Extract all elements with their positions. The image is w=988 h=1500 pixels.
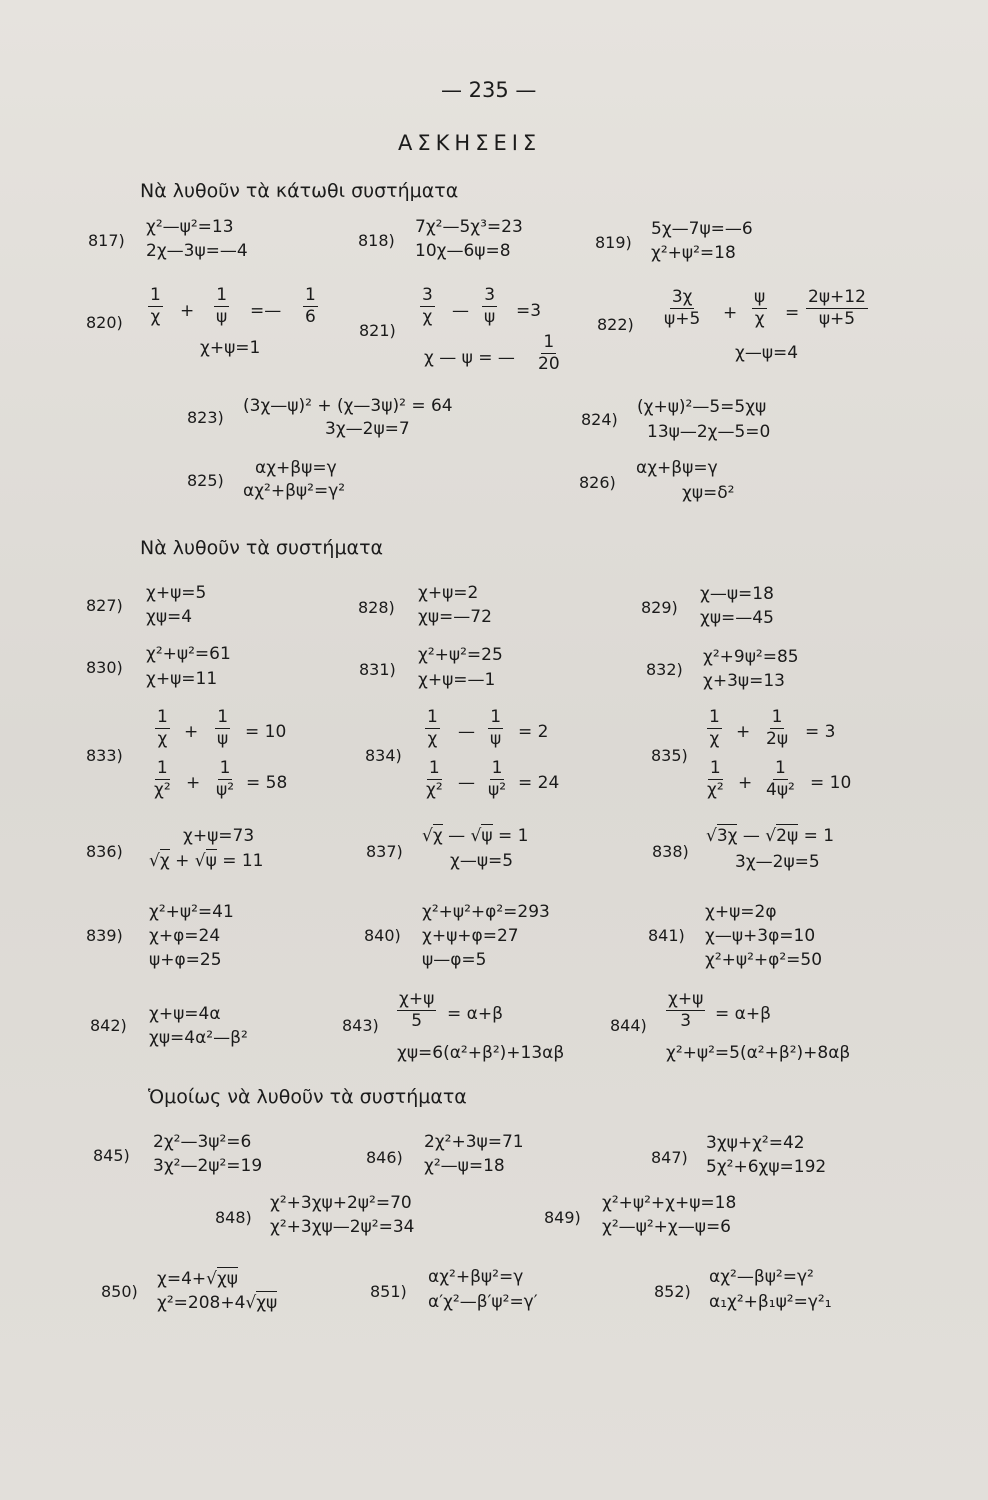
- operator: = 10: [245, 722, 287, 742]
- exercise-label: 823): [187, 408, 224, 427]
- equation: χ²—ψ=18: [424, 1156, 505, 1176]
- exercise-label: 828): [358, 598, 395, 617]
- equation: χ+ψ=11: [146, 669, 218, 689]
- operator: =: [785, 303, 800, 323]
- equation: 5χ²+6χψ=192: [706, 1157, 827, 1177]
- operator: —: [458, 722, 475, 742]
- exercise-label: 832): [646, 660, 683, 679]
- page-number: — 235 —: [441, 78, 537, 102]
- fraction: $\frac{3}{\chi}$: [422, 285, 433, 327]
- equation: αχ²+βψ²=γ: [428, 1267, 524, 1287]
- exercise-label: 820): [86, 313, 123, 332]
- exercise-label: 843): [342, 1016, 379, 1035]
- exercise-label: 836): [86, 842, 123, 861]
- equation: αχ+βψ=γ: [255, 458, 337, 478]
- equation: χ—ψ=5: [450, 851, 514, 871]
- operator: —: [458, 773, 475, 793]
- operator: +: [186, 773, 201, 793]
- equation: χ²=208+4√χψ: [157, 1293, 278, 1313]
- operator: = α+β: [447, 1004, 503, 1024]
- exercise-label: 839): [86, 926, 123, 945]
- exercise-label: 833): [86, 746, 123, 765]
- fraction: $\frac{\chi+\psi}{5}$: [399, 989, 435, 1031]
- equation: 13ψ—2χ—5=0: [647, 422, 771, 442]
- exercise-label: 848): [215, 1208, 252, 1227]
- fraction: $\frac{1}{\text{χ²}}$: [426, 758, 443, 800]
- fraction: $\frac{2\psi+12}{\psi+5}$: [808, 287, 866, 329]
- fraction: $\frac{1}{\text{χ²}}$: [154, 758, 171, 800]
- exercise-label: 844): [610, 1016, 647, 1035]
- exercise-label: 851): [370, 1282, 407, 1301]
- operator: +: [738, 773, 753, 793]
- exercise-label: 831): [359, 660, 396, 679]
- section-instruction-3: Ὁμοίως νὰ λυθοῦν τὰ συστήματα: [148, 1086, 467, 1108]
- equation: χψ=4: [146, 607, 193, 627]
- equation: 3χ—2ψ=7: [325, 419, 410, 439]
- exercise-label: 822): [597, 315, 634, 334]
- exercise-label: 825): [187, 471, 224, 490]
- equation: χ+ψ=2φ: [705, 902, 777, 922]
- fraction: $\frac{1}{\psi}$: [217, 707, 229, 749]
- fraction: $\frac{1}{\psi}$: [216, 285, 228, 327]
- exercise-label: 846): [366, 1148, 403, 1167]
- fraction: $\frac{1}{\text{χ²}}$: [707, 758, 724, 800]
- equation: χ+ψ=4α: [149, 1004, 221, 1024]
- operator: = 10: [810, 773, 852, 793]
- equation: χ²+ψ²=25: [418, 645, 503, 665]
- fraction: $\frac{1}{\text{4ψ²}}$: [766, 758, 795, 800]
- equation: 5χ—7ψ=—6: [651, 219, 753, 239]
- equation: αχ+βψ=γ: [636, 458, 718, 478]
- equation: 2χ—3ψ=—4: [146, 241, 248, 261]
- exercises-heading: ΑΣΚΗΣΕΙΣ: [398, 131, 542, 155]
- equation: χ+ψ=2: [418, 583, 479, 603]
- operator: =—: [250, 301, 282, 321]
- equation: α′χ²—β′ψ²=γ′: [428, 1292, 538, 1312]
- operator: —: [452, 301, 469, 321]
- operator: +: [723, 303, 738, 323]
- fraction: $\frac{1}{\chi}$: [157, 707, 168, 749]
- equation: ψ—φ=5: [422, 950, 487, 970]
- exercise-label: 847): [651, 1148, 688, 1167]
- equation: χ²—ψ²=13: [146, 217, 234, 237]
- fraction: $\frac{1}{\text{ψ²}}$: [216, 758, 235, 800]
- equation: χψ=—72: [418, 607, 492, 627]
- equation: χ+ψ=—1: [418, 670, 496, 690]
- operator: +: [736, 722, 751, 742]
- exercise-label: 818): [358, 231, 395, 250]
- exercise-label: 824): [581, 410, 618, 429]
- equation: √3χ — √2ψ = 1: [706, 826, 835, 846]
- equation: √χ — √ψ = 1: [422, 826, 529, 846]
- fraction: $\frac{3\chi}{\psi+5}$: [664, 287, 701, 329]
- equation: χ—ψ+3φ=10: [705, 926, 816, 946]
- fraction: $\frac{1}{\chi}$: [427, 707, 438, 749]
- section-instruction-2: Νὰ λυθοῦν τὰ συστήματα: [140, 537, 384, 559]
- equation: 3χψ+χ²=42: [706, 1133, 805, 1153]
- equation: α₁χ²+β₁ψ²=γ²₁: [709, 1292, 832, 1312]
- exercise-label: 830): [86, 658, 123, 677]
- exercise-label: 829): [641, 598, 678, 617]
- equation: χ+φ=24: [149, 926, 221, 946]
- exercise-label: 850): [101, 1282, 138, 1301]
- equation: χ—ψ=18: [700, 584, 774, 604]
- equation: ψ+φ=25: [149, 950, 222, 970]
- operator: = 24: [518, 773, 560, 793]
- equation: √χ + √ψ = 11: [149, 851, 264, 871]
- equation: (χ+ψ)²—5=5χψ: [637, 397, 767, 417]
- operator: +: [184, 722, 199, 742]
- operator: =3: [516, 301, 542, 321]
- exercise-label: 838): [652, 842, 689, 861]
- equation: χ²+ψ²+χ+ψ=18: [602, 1193, 737, 1213]
- fraction: $\frac{1}{\chi}$: [150, 285, 161, 327]
- equation: χ²—ψ²+χ—ψ=6: [602, 1217, 732, 1237]
- equation: αχ²—βψ²=γ²: [709, 1267, 814, 1287]
- exercise-label: 840): [364, 926, 401, 945]
- exercise-label: 834): [365, 746, 402, 765]
- equation: χ²+ψ²=5(α²+β²)+8αβ: [666, 1043, 851, 1063]
- section-instruction-1: Νὰ λυθοῦν τὰ κάτωθι συστήματα: [140, 180, 459, 202]
- exercise-label: 821): [359, 321, 396, 340]
- fraction: $\frac{1}{2\psi}$: [766, 707, 789, 749]
- equation: χψ=—45: [700, 608, 774, 628]
- fraction: $\frac{1}{\psi}$: [490, 707, 502, 749]
- equation: 3χ²—2ψ²=19: [153, 1156, 263, 1176]
- equation: χψ=6(α²+β²)+13αβ: [397, 1043, 565, 1063]
- equation: χ — ψ = —: [424, 348, 515, 368]
- fraction: $\frac{1}{\text{ψ²}}$: [488, 758, 507, 800]
- equation: 2χ²+3ψ=71: [424, 1132, 524, 1152]
- equation: 7χ²—5χ³=23: [415, 217, 523, 237]
- fraction: $\frac{1}{\chi}$: [709, 707, 720, 749]
- exercise-label: 826): [579, 473, 616, 492]
- equation: 2χ²—3ψ²=6: [153, 1132, 252, 1152]
- equation: 10χ—6ψ=8: [415, 241, 511, 261]
- exercise-label: 849): [544, 1208, 581, 1227]
- fraction: $\frac{1}{20}$: [538, 332, 560, 374]
- equation: χ²+ψ²=18: [651, 243, 736, 263]
- equation: χ=4+√χψ: [157, 1269, 239, 1289]
- equation: χ²+ψ²=61: [146, 644, 231, 664]
- exercise-label: 817): [88, 231, 125, 250]
- equation: 3χ—2ψ=5: [735, 852, 820, 872]
- exercise-label: 835): [651, 746, 688, 765]
- equation: αχ²+βψ²=γ²: [243, 481, 346, 501]
- exercise-label: 837): [366, 842, 403, 861]
- equation: χ²+ψ²+φ²=50: [705, 950, 823, 970]
- equation: χψ=4α²—β²: [149, 1028, 248, 1048]
- equation: χ+ψ=73: [183, 826, 255, 846]
- equation: (3χ—ψ)² + (χ—3ψ)² = 64: [243, 396, 453, 416]
- fraction: $\frac{1}{6}$: [305, 285, 316, 327]
- fraction: $\frac{3}{\psi}$: [484, 285, 496, 327]
- equation: χ+ψ=1: [200, 338, 261, 358]
- equation: χ²+ψ²=41: [149, 902, 234, 922]
- exercise-label: 819): [595, 233, 632, 252]
- equation: χψ=δ²: [682, 483, 735, 503]
- operator: +: [180, 301, 195, 321]
- operator: = 3: [805, 722, 836, 742]
- operator: = 58: [246, 773, 288, 793]
- equation: χ²+3χψ+2ψ²=70: [270, 1193, 412, 1213]
- equation: χ+3ψ=13: [703, 671, 785, 691]
- equation: χ²+9ψ²=85: [703, 647, 799, 667]
- operator: = 2: [518, 722, 549, 742]
- equation: χ²+3χψ—2ψ²=34: [270, 1217, 415, 1237]
- equation: χ²+ψ²+φ²=293: [422, 902, 550, 922]
- operator: = α+β: [715, 1004, 771, 1024]
- exercise-label: 845): [93, 1146, 130, 1165]
- equation: χ+ψ+φ=27: [422, 926, 519, 946]
- fraction: $\frac{\chi+\psi}{3}$: [668, 989, 704, 1031]
- equation: χ+ψ=5: [146, 583, 207, 603]
- exercise-label: 842): [90, 1016, 127, 1035]
- equation: χ—ψ=4: [735, 343, 799, 363]
- fraction: $\frac{\psi}{\chi}$: [754, 287, 766, 329]
- exercise-label: 852): [654, 1282, 691, 1301]
- exercise-label: 827): [86, 596, 123, 615]
- exercise-label: 841): [648, 926, 685, 945]
